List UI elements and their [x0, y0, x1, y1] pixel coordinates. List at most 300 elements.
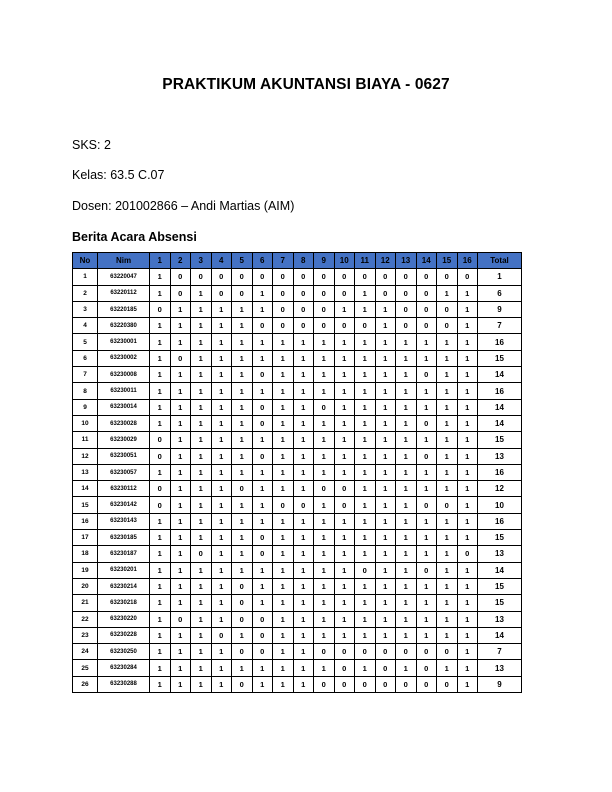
attendance-cell: 1 [314, 415, 335, 431]
column-header: 8 [293, 253, 314, 269]
attendance-cell: 1 [273, 660, 294, 676]
attendance-cell: 1 [150, 285, 171, 301]
attendance-cell: 1 [293, 644, 314, 660]
attendance-cell: 1 [375, 448, 396, 464]
nim-cell: 63230185 [98, 530, 150, 546]
attendance-cell: 1 [375, 513, 396, 529]
attendance-cell: 1 [191, 415, 212, 431]
nim-cell: 63230284 [98, 660, 150, 676]
attendance-cell: 1 [252, 562, 273, 578]
attendance-cell: 0 [314, 676, 335, 692]
attendance-cell: 1 [457, 513, 478, 529]
column-header: 12 [375, 253, 396, 269]
attendance-cell: 1 [170, 448, 191, 464]
attendance-cell: 1 [150, 627, 171, 643]
attendance-cell: 1 [396, 611, 417, 627]
table-row [73, 660, 522, 676]
attendance-cell: 1 [293, 513, 314, 529]
attendance-cell: 1 [457, 432, 478, 448]
attendance-cell: 1 [375, 546, 396, 562]
attendance-cell: 1 [170, 578, 191, 594]
attendance-cell: 1 [211, 350, 232, 366]
attendance-cell: 1 [314, 546, 335, 562]
nim-cell: 63230143 [98, 513, 150, 529]
attendance-cell: 0 [416, 415, 437, 431]
total-cell: 13 [478, 546, 522, 562]
attendance-cell: 1 [150, 562, 171, 578]
table-row [73, 676, 522, 692]
sks-value: 2 [103, 138, 111, 152]
nim-cell: 63230201 [98, 562, 150, 578]
attendance-cell: 0 [232, 676, 253, 692]
nim-cell: 63230214 [98, 578, 150, 594]
attendance-cell: 1 [170, 301, 191, 317]
attendance-cell: 0 [416, 367, 437, 383]
attendance-cell: 1 [457, 448, 478, 464]
table-row [73, 644, 522, 660]
attendance-cell: 1 [252, 513, 273, 529]
attendance-cell: 1 [457, 399, 478, 415]
attendance-cell: 1 [191, 497, 212, 513]
nim-cell: 63230228 [98, 627, 150, 643]
attendance-cell: 1 [314, 432, 335, 448]
attendance-cell: 0 [396, 318, 417, 334]
attendance-cell: 0 [416, 448, 437, 464]
attendance-cell: 0 [314, 644, 335, 660]
attendance-cell: 0 [375, 285, 396, 301]
column-header: 9 [314, 253, 335, 269]
attendance-cell: 1 [232, 301, 253, 317]
attendance-cell: 1 [150, 350, 171, 366]
attendance-cell: 0 [252, 367, 273, 383]
attendance-cell: 1 [232, 627, 253, 643]
attendance-cell: 1 [355, 481, 376, 497]
attendance-cell: 1 [150, 676, 171, 692]
attendance-cell: 1 [416, 481, 437, 497]
attendance-cell: 1 [314, 530, 335, 546]
attendance-cell: 0 [437, 318, 458, 334]
attendance-cell: 1 [437, 562, 458, 578]
nim-cell: 63230001 [98, 334, 150, 350]
attendance-cell: 1 [334, 415, 355, 431]
row-number-cell: 1 [73, 269, 98, 285]
total-cell: 10 [478, 497, 522, 513]
row-number-cell: 12 [73, 448, 98, 464]
attendance-cell: 1 [334, 334, 355, 350]
attendance-cell: 1 [437, 627, 458, 643]
attendance-cell: 1 [191, 383, 212, 399]
attendance-cell: 0 [314, 318, 335, 334]
table-row [73, 562, 522, 578]
row-number-cell: 21 [73, 595, 98, 611]
row-number-cell: 3 [73, 301, 98, 317]
attendance-cell: 1 [457, 644, 478, 660]
attendance-cell: 1 [191, 676, 212, 692]
attendance-cell: 1 [252, 595, 273, 611]
attendance-cell: 1 [437, 448, 458, 464]
attendance-cell: 1 [252, 334, 273, 350]
attendance-cell: 1 [293, 481, 314, 497]
sks-line [72, 138, 111, 152]
attendance-cell: 1 [437, 383, 458, 399]
column-header: 10 [334, 253, 355, 269]
attendance-cell: 1 [375, 415, 396, 431]
row-number-cell: 5 [73, 334, 98, 350]
attendance-cell: 1 [252, 301, 273, 317]
attendance-cell: 0 [334, 269, 355, 285]
attendance-cell: 1 [170, 644, 191, 660]
nim-cell: 63220112 [98, 285, 150, 301]
attendance-cell: 1 [355, 595, 376, 611]
attendance-cell: 1 [396, 660, 417, 676]
attendance-cell: 0 [334, 660, 355, 676]
nim-cell: 63230187 [98, 546, 150, 562]
row-number-cell: 11 [73, 432, 98, 448]
section-title: Berita Acara Absensi [72, 230, 197, 244]
attendance-cell: 1 [232, 562, 253, 578]
attendance-cell: 1 [191, 660, 212, 676]
attendance-cell: 0 [150, 497, 171, 513]
column-header: 5 [232, 253, 253, 269]
attendance-cell: 1 [191, 481, 212, 497]
attendance-cell: 1 [232, 383, 253, 399]
attendance-cell: 0 [416, 497, 437, 513]
attendance-cell: 1 [355, 660, 376, 676]
attendance-cell: 1 [211, 432, 232, 448]
attendance-cell: 0 [273, 301, 294, 317]
attendance-cell: 1 [375, 334, 396, 350]
row-number-cell: 13 [73, 464, 98, 480]
table-row [73, 383, 522, 399]
attendance-cell: 1 [273, 432, 294, 448]
attendance-cell: 0 [437, 676, 458, 692]
attendance-cell: 1 [191, 464, 212, 480]
total-cell: 13 [478, 611, 522, 627]
attendance-cell: 1 [211, 464, 232, 480]
attendance-cell: 1 [273, 595, 294, 611]
row-number-cell: 23 [73, 627, 98, 643]
attendance-cell: 1 [334, 562, 355, 578]
attendance-cell: 1 [293, 334, 314, 350]
attendance-cell: 0 [232, 578, 253, 594]
table-body [73, 269, 522, 693]
attendance-cell: 1 [150, 611, 171, 627]
attendance-cell: 1 [355, 464, 376, 480]
attendance-cell: 1 [232, 513, 253, 529]
attendance-cell: 1 [170, 562, 191, 578]
attendance-cell: 0 [437, 644, 458, 660]
attendance-cell: 1 [396, 578, 417, 594]
row-number-cell: 14 [73, 481, 98, 497]
attendance-cell: 0 [396, 676, 417, 692]
nim-cell: 63230008 [98, 367, 150, 383]
table-row [73, 530, 522, 546]
attendance-cell: 1 [437, 513, 458, 529]
attendance-cell: 1 [170, 399, 191, 415]
attendance-cell: 1 [293, 415, 314, 431]
attendance-cell: 1 [150, 546, 171, 562]
kelas-label: Kelas: [72, 168, 107, 182]
attendance-cell: 1 [437, 350, 458, 366]
attendance-cell: 1 [293, 660, 314, 676]
attendance-cell: 1 [191, 301, 212, 317]
attendance-cell: 1 [273, 481, 294, 497]
attendance-cell: 1 [191, 350, 212, 366]
attendance-cell: 1 [273, 676, 294, 692]
nim-cell: 63230250 [98, 644, 150, 660]
attendance-cell: 1 [314, 497, 335, 513]
attendance-cell: 1 [457, 367, 478, 383]
attendance-cell: 1 [211, 611, 232, 627]
attendance-cell: 1 [457, 497, 478, 513]
attendance-cell: 1 [416, 530, 437, 546]
dosen-line [72, 199, 294, 213]
attendance-cell: 1 [355, 611, 376, 627]
attendance-cell: 0 [375, 269, 396, 285]
attendance-cell: 1 [252, 350, 273, 366]
nim-cell: 63230112 [98, 481, 150, 497]
attendance-cell: 1 [314, 660, 335, 676]
column-header: 3 [191, 253, 212, 269]
attendance-cell: 0 [334, 318, 355, 334]
attendance-cell: 1 [355, 432, 376, 448]
attendance-cell: 0 [416, 301, 437, 317]
attendance-cell: 1 [150, 383, 171, 399]
attendance-cell: 1 [232, 350, 253, 366]
attendance-cell: 0 [150, 432, 171, 448]
row-number-cell: 15 [73, 497, 98, 513]
attendance-cell: 1 [375, 578, 396, 594]
total-cell: 16 [478, 383, 522, 399]
attendance-cell: 1 [334, 350, 355, 366]
attendance-cell: 1 [396, 481, 417, 497]
attendance-cell: 1 [437, 285, 458, 301]
total-cell: 15 [478, 432, 522, 448]
attendance-cell: 0 [314, 269, 335, 285]
attendance-cell: 1 [416, 627, 437, 643]
attendance-cell: 1 [252, 464, 273, 480]
attendance-cell: 1 [232, 448, 253, 464]
attendance-cell: 1 [191, 644, 212, 660]
total-cell: 14 [478, 399, 522, 415]
table-header-row [73, 253, 522, 269]
table-row [73, 448, 522, 464]
attendance-cell: 0 [150, 448, 171, 464]
attendance-cell: 1 [416, 350, 437, 366]
attendance-cell: 1 [375, 464, 396, 480]
attendance-cell: 1 [416, 464, 437, 480]
attendance-cell: 1 [273, 334, 294, 350]
attendance-cell: 1 [191, 578, 212, 594]
row-number-cell: 7 [73, 367, 98, 383]
attendance-cell: 1 [150, 644, 171, 660]
attendance-cell: 1 [334, 448, 355, 464]
attendance-cell: 0 [293, 301, 314, 317]
attendance-cell: 1 [437, 481, 458, 497]
attendance-cell: 1 [232, 530, 253, 546]
attendance-cell: 0 [170, 350, 191, 366]
nim-cell: 63230142 [98, 497, 150, 513]
column-header: 14 [416, 253, 437, 269]
attendance-cell: 1 [457, 578, 478, 594]
attendance-cell: 1 [375, 432, 396, 448]
attendance-cell: 1 [191, 367, 212, 383]
attendance-cell: 1 [457, 350, 478, 366]
table-row [73, 578, 522, 594]
attendance-cell: 1 [232, 399, 253, 415]
attendance-cell: 1 [293, 562, 314, 578]
attendance-cell: 1 [191, 334, 212, 350]
attendance-cell: 1 [232, 318, 253, 334]
attendance-cell: 0 [273, 318, 294, 334]
attendance-cell: 1 [375, 611, 396, 627]
attendance-cell: 1 [170, 481, 191, 497]
table-row [73, 627, 522, 643]
row-number-cell: 24 [73, 644, 98, 660]
attendance-cell: 1 [334, 611, 355, 627]
attendance-cell: 0 [273, 285, 294, 301]
attendance-cell: 0 [232, 285, 253, 301]
attendance-cell: 1 [437, 530, 458, 546]
total-cell: 15 [478, 595, 522, 611]
column-header: Nim [98, 253, 150, 269]
table-row [73, 415, 522, 431]
attendance-cell: 1 [355, 546, 376, 562]
attendance-cell: 1 [396, 546, 417, 562]
attendance-cell: 1 [314, 464, 335, 480]
attendance-cell: 1 [273, 383, 294, 399]
attendance-cell: 1 [396, 464, 417, 480]
attendance-cell: 1 [170, 497, 191, 513]
attendance-cell: 1 [457, 481, 478, 497]
attendance-cell: 1 [334, 546, 355, 562]
attendance-cell: 1 [150, 578, 171, 594]
attendance-cell: 1 [150, 464, 171, 480]
attendance-cell: 1 [314, 448, 335, 464]
row-number-cell: 2 [73, 285, 98, 301]
attendance-cell: 1 [457, 611, 478, 627]
attendance-cell: 1 [191, 285, 212, 301]
attendance-cell: 0 [211, 269, 232, 285]
attendance-cell: 0 [252, 399, 273, 415]
attendance-cell: 1 [314, 611, 335, 627]
attendance-cell: 1 [170, 383, 191, 399]
attendance-cell: 1 [375, 627, 396, 643]
table-row [73, 611, 522, 627]
kelas-value: 63.5 C.07 [110, 168, 165, 182]
attendance-cell: 1 [232, 464, 253, 480]
attendance-cell: 1 [252, 676, 273, 692]
attendance-cell: 1 [355, 415, 376, 431]
attendance-cell: 1 [437, 578, 458, 594]
attendance-cell: 1 [211, 562, 232, 578]
attendance-cell: 1 [191, 611, 212, 627]
attendance-cell: 1 [457, 334, 478, 350]
attendance-cell: 1 [457, 627, 478, 643]
attendance-cell: 1 [211, 530, 232, 546]
attendance-cell: 1 [273, 415, 294, 431]
nim-cell: 63220380 [98, 318, 150, 334]
attendance-cell: 1 [170, 334, 191, 350]
attendance-cell: 1 [252, 578, 273, 594]
attendance-cell: 0 [191, 546, 212, 562]
attendance-cell: 0 [416, 676, 437, 692]
attendance-cell: 1 [191, 530, 212, 546]
attendance-cell: 1 [334, 595, 355, 611]
attendance-cell: 1 [170, 432, 191, 448]
attendance-cell: 1 [211, 546, 232, 562]
attendance-cell: 0 [273, 497, 294, 513]
total-cell: 7 [478, 318, 522, 334]
attendance-cell: 1 [252, 432, 273, 448]
total-cell: 16 [478, 464, 522, 480]
column-header: 16 [457, 253, 478, 269]
attendance-cell: 1 [293, 530, 314, 546]
attendance-cell: 0 [437, 269, 458, 285]
attendance-cell: 1 [396, 497, 417, 513]
attendance-cell: 1 [375, 350, 396, 366]
attendance-cell: 1 [457, 660, 478, 676]
nim-cell: 63230220 [98, 611, 150, 627]
attendance-cell: 1 [437, 660, 458, 676]
attendance-cell: 1 [334, 627, 355, 643]
table-row [73, 399, 522, 415]
column-header: 4 [211, 253, 232, 269]
attendance-cell: 0 [314, 285, 335, 301]
attendance-cell: 0 [252, 269, 273, 285]
attendance-cell: 0 [150, 481, 171, 497]
attendance-cell: 1 [293, 464, 314, 480]
total-cell: 1 [478, 269, 522, 285]
table-row [73, 367, 522, 383]
attendance-cell: 1 [252, 383, 273, 399]
attendance-cell: 0 [334, 481, 355, 497]
attendance-cell: 1 [293, 432, 314, 448]
attendance-cell: 1 [191, 432, 212, 448]
row-number-cell: 18 [73, 546, 98, 562]
table-row [73, 497, 522, 513]
attendance-cell: 0 [416, 285, 437, 301]
attendance-cell: 0 [416, 562, 437, 578]
attendance-cell: 1 [211, 318, 232, 334]
row-number-cell: 25 [73, 660, 98, 676]
attendance-cell: 1 [150, 399, 171, 415]
table-row [73, 301, 522, 317]
attendance-cell: 1 [191, 448, 212, 464]
attendance-cell: 0 [211, 627, 232, 643]
table-row [73, 546, 522, 562]
attendance-cell: 0 [252, 448, 273, 464]
attendance-cell: 0 [293, 285, 314, 301]
attendance-cell: 1 [437, 611, 458, 627]
attendance-cell: 1 [211, 578, 232, 594]
attendance-cell: 0 [437, 497, 458, 513]
attendance-cell: 1 [457, 285, 478, 301]
attendance-cell: 0 [355, 562, 376, 578]
attendance-cell: 0 [232, 611, 253, 627]
attendance-cell: 1 [437, 399, 458, 415]
attendance-cell: 1 [314, 513, 335, 529]
column-header: 15 [437, 253, 458, 269]
attendance-cell: 1 [355, 367, 376, 383]
attendance-cell: 1 [396, 448, 417, 464]
attendance-cell: 1 [396, 627, 417, 643]
total-cell: 14 [478, 562, 522, 578]
column-header: 1 [150, 253, 171, 269]
attendance-cell: 1 [211, 399, 232, 415]
attendance-cell: 1 [457, 676, 478, 692]
attendance-cell: 1 [416, 432, 437, 448]
